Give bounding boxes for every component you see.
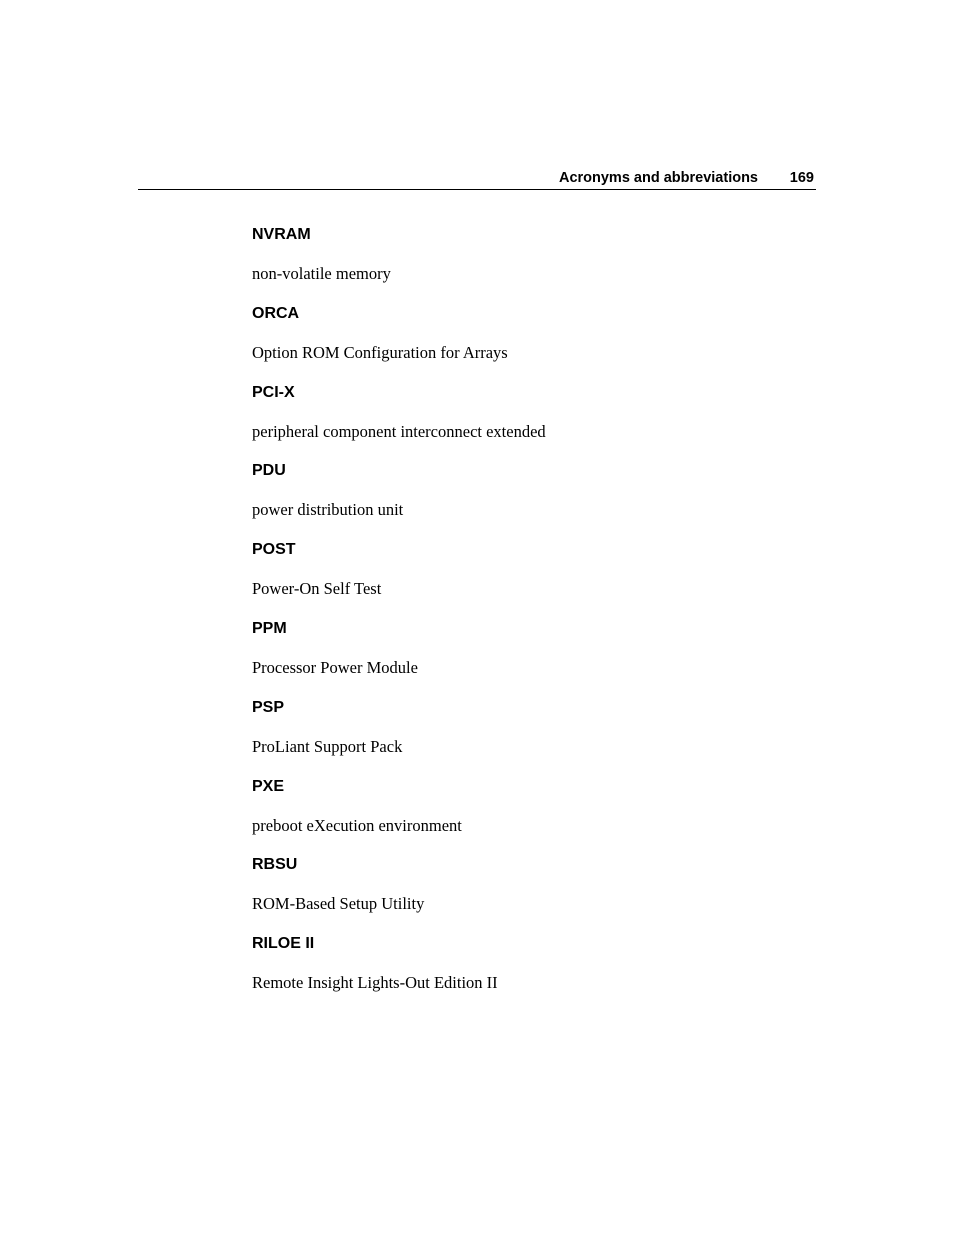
acronym-definition: Processor Power Module	[252, 657, 418, 677]
acronym-definition: power distribution unit	[252, 500, 404, 520]
acronym-entry	[252, 301, 812, 380]
acronym-entry	[252, 852, 812, 931]
page-number: 169	[789, 170, 814, 186]
acronym-entry	[252, 537, 812, 616]
acronym-entry	[252, 931, 812, 1010]
acronym-term: RILOE II	[252, 935, 315, 953]
header-title: Acronyms and abbreviations	[558, 170, 758, 186]
acronym-term: RBSU	[252, 856, 298, 874]
acronym-definition: preboot eXecution environment	[252, 815, 462, 835]
acronym-entry	[252, 222, 812, 301]
page-header	[138, 165, 816, 190]
acronym-term: PCI-X	[252, 383, 295, 401]
acronym-definition: Power-On Self Test	[252, 579, 382, 599]
acronym-term: POST	[252, 541, 296, 559]
acronym-definition: Option ROM Configuration for Arrays	[252, 342, 508, 362]
acronym-term: NVRAM	[252, 226, 311, 243]
acronym-list	[252, 222, 812, 1010]
acronym-definition: ROM-Based Setup Utility	[252, 894, 425, 914]
acronym-entry	[252, 774, 812, 853]
acronym-definition: Remote Insight Lights-Out Edition II	[252, 973, 498, 993]
acronym-term: PXE	[252, 777, 285, 795]
acronym-entry	[252, 695, 812, 774]
acronym-term: ORCA	[252, 304, 300, 322]
acronym-term: PDU	[252, 462, 286, 480]
acronym-definition: non-volatile memory	[252, 264, 391, 283]
acronym-entry	[252, 380, 812, 459]
acronym-term: PSP	[252, 698, 285, 716]
acronym-definition: peripheral component interconnect extended	[252, 421, 546, 441]
acronym-entry	[252, 616, 812, 695]
acronym-entry	[252, 458, 812, 537]
acronym-term: PPM	[252, 619, 287, 637]
acronym-definition: ProLiant Support Pack	[252, 736, 403, 756]
